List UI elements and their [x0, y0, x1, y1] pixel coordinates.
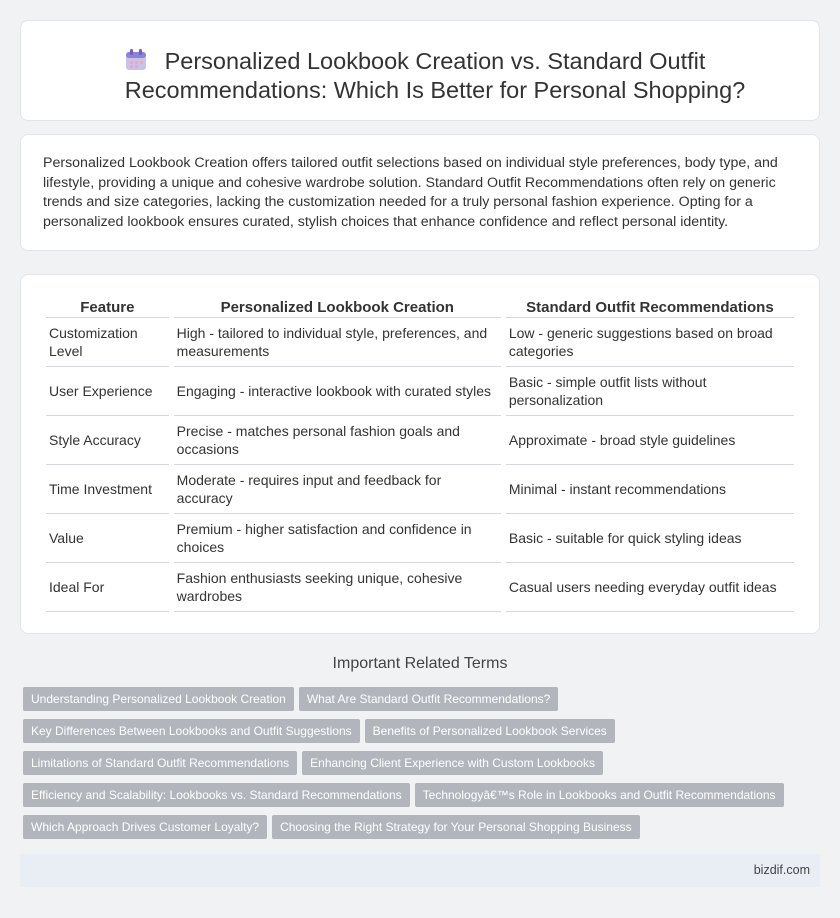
intro-text: Personalized Lookbook Creation offers tailored outfit selections based on individual style preferences, body type, and lifestyle, providing a unique and cohesive wardrobe solution. Standard Outfit Recommendations often rely on generic trends and size categories, lacking the customization needed for a truly personal fashion experience. Opting for a personalized lookbook ensures curated, stylish choices that enhance confidence and reflect personal identity.	[43, 155, 778, 230]
tag-row	[23, 719, 813, 751]
table-header-cell: Standard Outfit Recommendations	[506, 296, 794, 318]
table-row	[46, 416, 794, 465]
tag-row	[23, 815, 813, 847]
tag-row	[23, 783, 813, 815]
table-cell: High - tailored to individual style, preferences, and measurements	[174, 318, 501, 367]
table-header-row	[46, 296, 794, 318]
table-cell: Ideal For	[46, 563, 169, 612]
table-cell: User Experience	[46, 367, 169, 416]
table-cell: Approximate - broad style guidelines	[506, 416, 794, 465]
table-cell: Premium - higher satisfaction and confidence in choices	[174, 514, 501, 563]
related-term-tag[interactable]: Technologyâ€™s Role in Lookbooks and Outfit Recommendations	[415, 783, 784, 807]
table-row	[46, 514, 794, 563]
related-term-tag[interactable]: Understanding Personalized Lookbook Creation	[23, 687, 294, 711]
table-row	[46, 367, 794, 416]
footer-brand[interactable]: bizdif.com	[753, 863, 810, 877]
table-cell: Value	[46, 514, 169, 563]
table-row	[46, 318, 794, 367]
related-term-tag[interactable]: Choosing the Right Strategy for Your Personal Shopping Business	[272, 815, 640, 839]
tag-row	[23, 751, 813, 783]
comparison-card	[20, 274, 820, 634]
related-term-tag[interactable]: Benefits of Personalized Lookbook Services	[365, 719, 615, 743]
table-row	[46, 465, 794, 514]
footer	[20, 854, 820, 887]
related-term-tag[interactable]: Which Approach Drives Customer Loyalty?	[23, 815, 267, 839]
table-cell: Basic - simple outfit lists without personalization	[506, 367, 794, 416]
comparison-table	[41, 296, 799, 612]
table-cell: Customization Level	[46, 318, 169, 367]
related-term-tag[interactable]: Key Differences Between Lookbooks and Outfit Suggestions	[23, 719, 360, 743]
related-terms-heading: Important Related Terms	[332, 655, 508, 672]
table-cell: Casual users needing everyday outfit ideas	[506, 563, 794, 612]
table-header-cell: Feature	[46, 296, 169, 318]
table-cell: Basic - suitable for quick styling ideas	[506, 514, 794, 563]
title-card	[20, 20, 820, 121]
table-cell: Engaging - interactive lookbook with curated styles	[174, 367, 501, 416]
related-terms-list	[23, 687, 813, 847]
page-title: Personalized Lookbook Creation vs. Standard Outfit Recommendations: Which Is Better for Personal Shopping?	[124, 48, 746, 103]
table-row	[46, 563, 794, 612]
table-cell: Style Accuracy	[46, 416, 169, 465]
table-cell: Time Investment	[46, 465, 169, 514]
table-header-cell: Personalized Lookbook Creation	[174, 296, 501, 318]
related-term-tag[interactable]: Enhancing Client Experience with Custom Lookbooks	[302, 751, 603, 775]
related-term-tag[interactable]: Limitations of Standard Outfit Recommendations	[23, 751, 297, 775]
related-term-tag[interactable]: Efficiency and Scalability: Lookbooks vs. Standard Recommendations	[23, 783, 410, 807]
table-cell: Low - generic suggestions based on broad categories	[506, 318, 794, 367]
table-cell: Fashion enthusiasts seeking unique, cohesive wardrobes	[174, 563, 501, 612]
table-cell: Precise - matches personal fashion goals and occasions	[174, 416, 501, 465]
intro-card	[20, 134, 820, 251]
tag-row	[23, 687, 813, 719]
related-term-tag[interactable]: What Are Standard Outfit Recommendations?	[299, 687, 558, 711]
table-cell: Minimal - instant recommendations	[506, 465, 794, 514]
table-cell: Moderate - requires input and feedback for accuracy	[174, 465, 501, 514]
